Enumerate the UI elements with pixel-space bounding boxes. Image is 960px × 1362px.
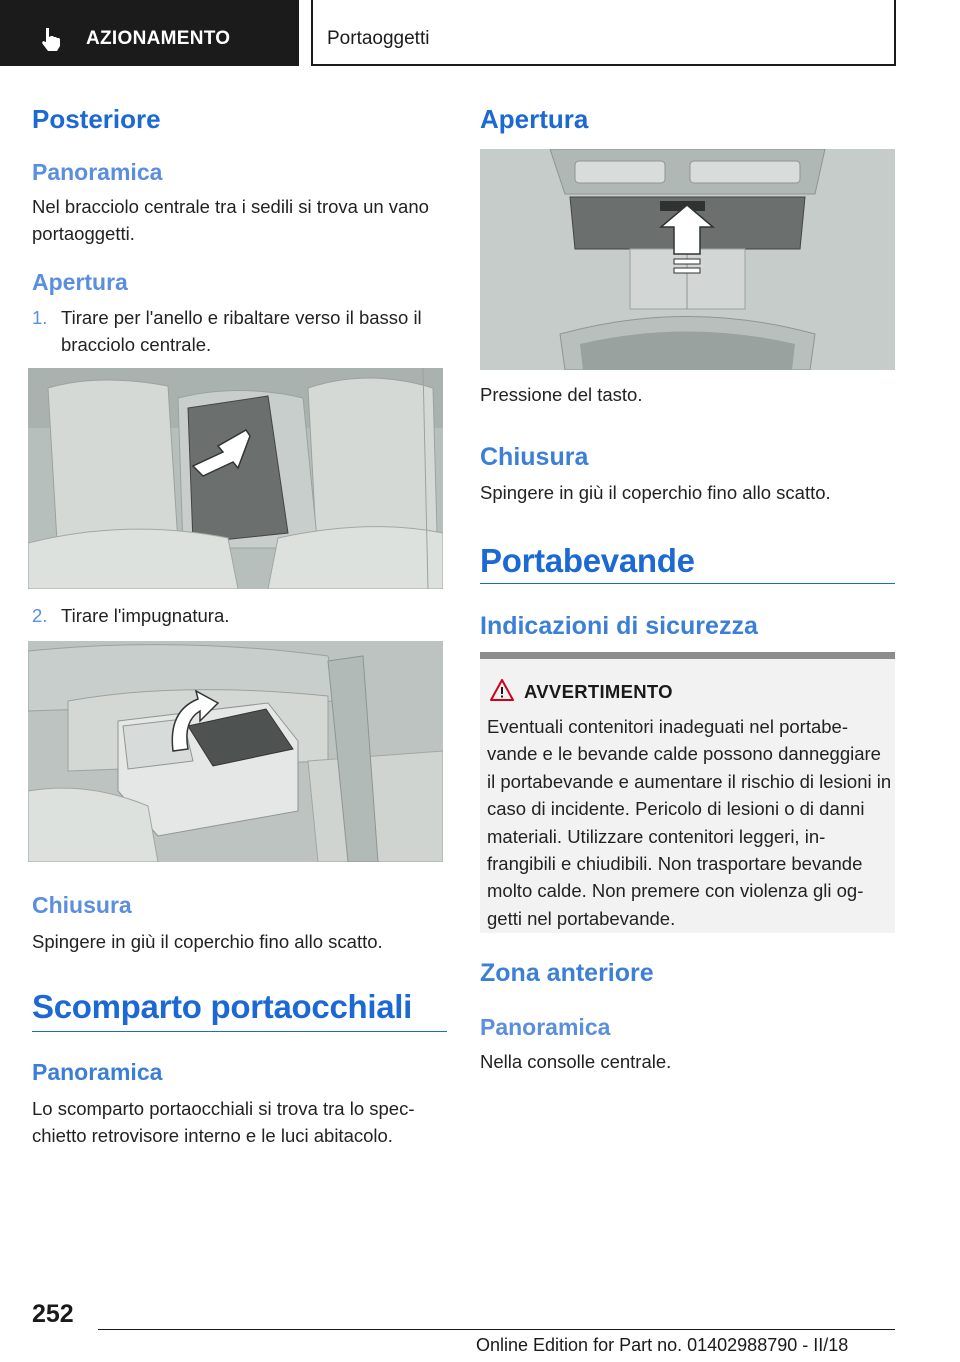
edition-footer: Online Edition for Part no. 01402988790 - II/18 (476, 1335, 849, 1355)
hand-pointer-icon (38, 26, 64, 52)
heading-panoramica-scomparto: Panoramica (32, 1059, 163, 1085)
heading-scomparto-portaocchiali: Scomparto portaocchiali (32, 988, 413, 1025)
heading-apertura-occhiali: Apertura (480, 104, 589, 134)
step-1 (32, 304, 442, 364)
apertura-caption: Pressione del tasto. (480, 384, 643, 405)
chapter-title: AZIONAMENTO (86, 28, 231, 49)
chapter-tab[interactable] (0, 0, 299, 66)
heading-chiusura-occhiali: Chiusura (480, 443, 589, 471)
heading-chiusura: Chiusura (32, 892, 132, 918)
heading-panoramica-zona: Panoramica (480, 1014, 611, 1040)
heading-indicazioni-sicurezza: Indicazioni di sicurezza (480, 612, 758, 640)
step-2 (32, 602, 442, 632)
heading-zona-anteriore: Zona anteriore (480, 959, 654, 987)
warning-triangle-icon (490, 679, 514, 701)
heading-portabevande: Portabevande (480, 542, 695, 579)
heading-apertura: Apertura (32, 269, 128, 295)
armrest-handle-illustration (28, 641, 443, 862)
scomparto-panoramica-text: Lo scomparto portaocchiali si trova tra lo spec-chietto retrovisore interno e le luci abitacolo. (32, 1098, 415, 1146)
step-text: Tirare l'impugnatura. (61, 605, 230, 626)
page-number: 252 (32, 1300, 74, 1328)
section-title: Portaoggetti (327, 28, 430, 49)
chiusura-occhiali-text: Spingere in giù il coperchio fino allo scatto. (480, 482, 831, 503)
glasses-compartment-illustration (480, 149, 895, 370)
section-frame (311, 0, 896, 66)
heading-posteriore: Posteriore (32, 104, 161, 134)
rear-armrest-fold-illustration (28, 368, 443, 589)
step-number: 2. (32, 605, 48, 626)
section-rule (32, 1031, 447, 1032)
step-text: Tirare per l'anello e ribaltare verso il basso il bracciolo centrale. (61, 307, 422, 355)
warning-box (480, 652, 895, 933)
panoramica-text: Nel bracciolo centrale tra i sedili si trova un vano portaoggetti. (32, 196, 429, 244)
step-number: 1. (32, 307, 48, 328)
footer-rule (98, 1329, 895, 1330)
warning-text: Eventuali contenitori inadeguati nel portabe-vande e le bevande calde possono danneggiare il portabevande e aumentare il rischio di lesioni in caso di incidente. Pericolo di lesioni o di danni materiali. Utilizzare contenitori leggeri, in-frangibili e chiudibili. Non trasportare bevande molto calde. Non premere con violenza gli og-getti nel portabevande. (487, 716, 892, 929)
section-rule (480, 583, 895, 584)
zona-panoramica-text: Nella consolle centrale. (480, 1051, 672, 1072)
page-header (0, 0, 960, 66)
heading-panoramica: Panoramica (32, 159, 163, 185)
chiusura-text: Spingere in giù il coperchio fino allo scatto. (32, 931, 383, 952)
warning-title: AVVERTIMENTO (524, 681, 673, 702)
